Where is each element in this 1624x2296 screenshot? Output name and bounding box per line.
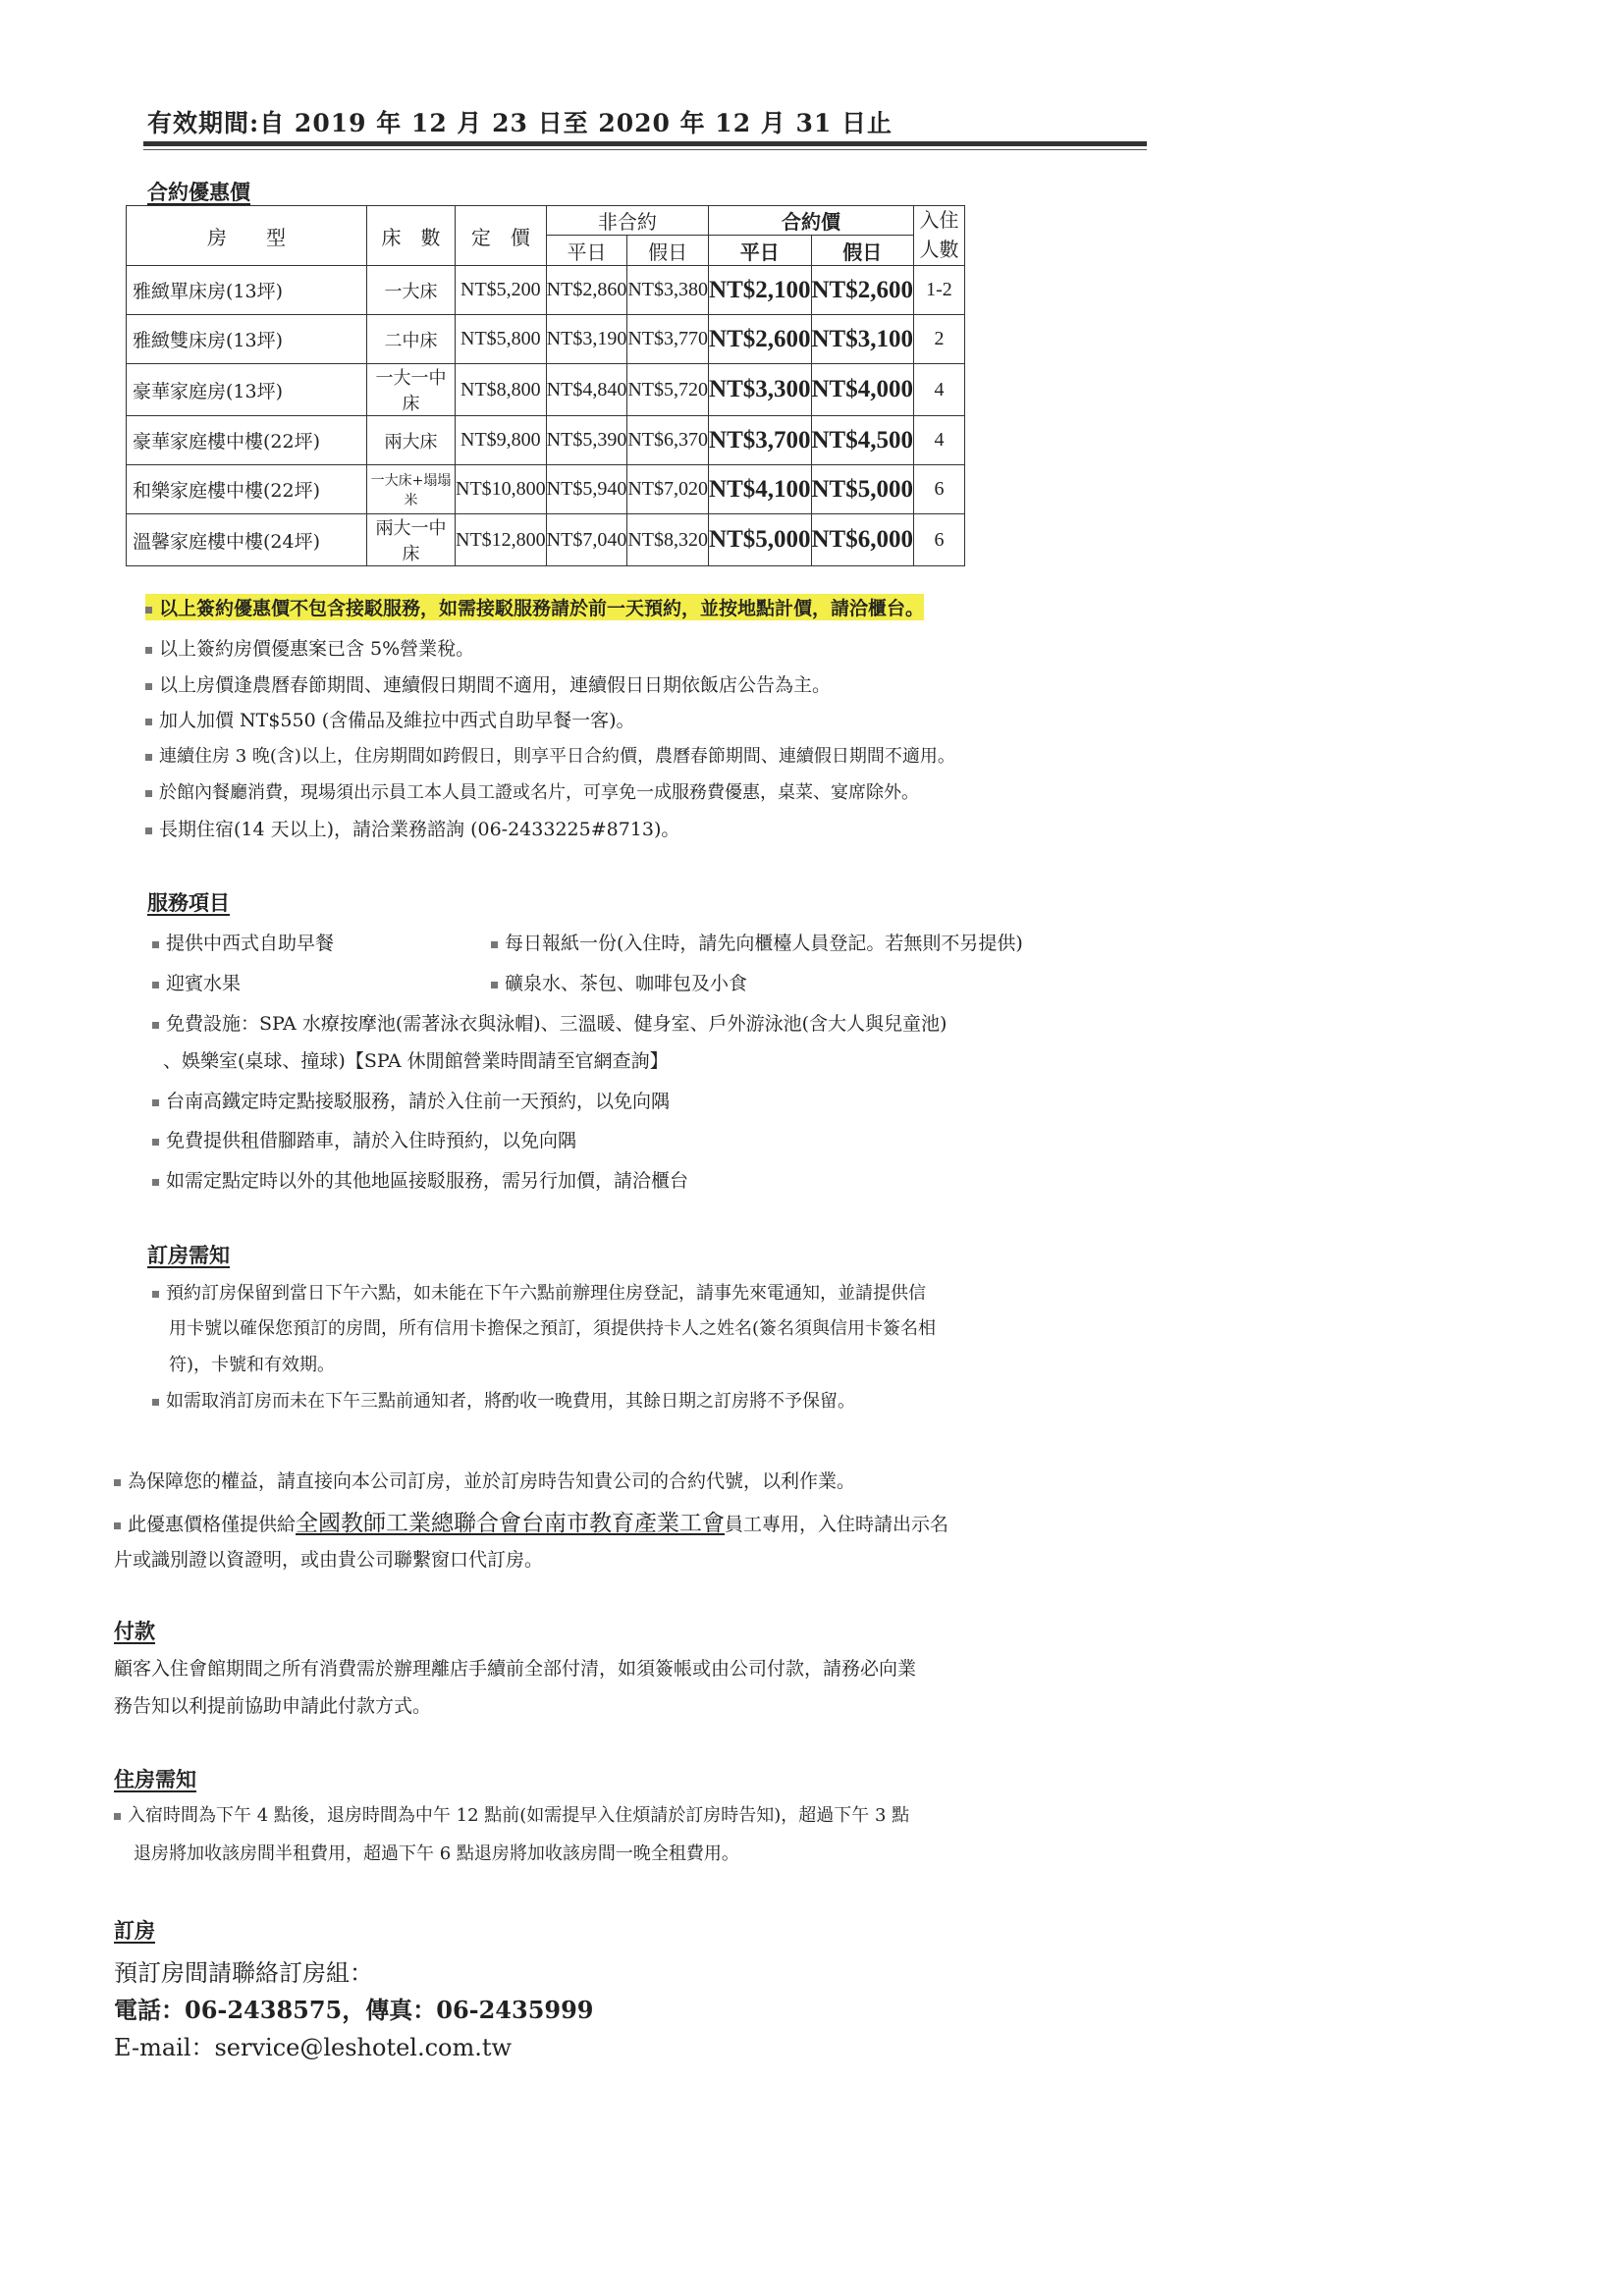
- service-item: 礦泉水、茶包、咖啡包及小食: [491, 969, 747, 995]
- service-item: 免費提供租借腳踏車，請於入住時預約，以免向隅: [152, 1126, 576, 1152]
- note-item: 以上簽約房價優惠案已含 5%營業稅。: [145, 634, 474, 661]
- bullet-icon: [145, 754, 152, 761]
- cell-nc-weekday: NT$5,940: [546, 465, 627, 514]
- stay-item-cont: 退房將加收該房間半租費用，超過下午 6 點退房將加收該房間一晚全租費用。: [134, 1843, 739, 1864]
- header-occupancy: 入住人數: [913, 206, 964, 266]
- cell-room: 和樂家庭樓中樓(22坪): [127, 465, 367, 514]
- booking-item: 如需取消訂房而未在下午三點前通知者，將酌收一晚費用，其餘日期之訂房將不予保留。: [152, 1387, 855, 1413]
- cell-room: 雅緻雙床房(13坪): [127, 315, 367, 364]
- cell-c-weekday: NT$3,300: [709, 364, 811, 416]
- booking-heading: 訂房需知: [147, 1243, 230, 1267]
- table-row: [127, 416, 965, 465]
- cell-nc-holiday: NT$8,320: [627, 514, 709, 566]
- cell-nc-weekday: NT$4,840: [546, 364, 627, 416]
- service-item: 每日報紙一份(入住時，請先向櫃檯人員登記。若無則不另提供): [491, 929, 1023, 955]
- cell-c-holiday: NT$2,600: [811, 266, 913, 315]
- note-item: 連續住房 3 晚(含)以上，住房期間如跨假日，則享平日合約價，農曆春節期間、連續假日期間不適用。: [145, 742, 955, 768]
- table-row: [127, 364, 965, 416]
- reserve-contact-intro: 預訂房間請聯絡訂房組：: [114, 1959, 373, 1987]
- bullet-icon: [152, 941, 159, 948]
- service-item: 提供中西式自助早餐: [152, 929, 334, 955]
- cell-nc-holiday: NT$5,720: [627, 364, 709, 416]
- bullet-icon: [152, 1291, 159, 1298]
- bullet-icon: [491, 941, 498, 948]
- cell-list: NT$9,800: [456, 416, 547, 465]
- cell-c-holiday: NT$4,000: [811, 364, 913, 416]
- header-noncontract: 非合約: [546, 206, 708, 236]
- bullet-icon: [152, 1022, 159, 1029]
- cell-room: 豪華家庭樓中樓(22坪): [127, 416, 367, 465]
- payment-text: 顧客入住會館期間之所有消費需於辦理離店手續前全部付清，如須簽帳或由公司付款，請務必向業: [114, 1658, 917, 1680]
- cell-occupancy: 4: [913, 416, 964, 465]
- bullet-icon: [114, 1522, 121, 1529]
- reserve-email: E-mail：service@leshotel.com.tw: [114, 2034, 513, 2061]
- payment-text-cont: 務告知以利提前協助申請此付款方式。: [114, 1695, 432, 1717]
- service-item: 台南高鐵定時定點接駁服務，請於入住前一天預約，以免向隅: [152, 1087, 670, 1113]
- cell-list: NT$5,200: [456, 266, 547, 315]
- header-room-type: 房 型: [127, 206, 367, 266]
- reserve-heading: 訂房: [114, 1918, 155, 1943]
- stay-heading: 住房需知: [114, 1767, 196, 1791]
- bullet-icon: [114, 1813, 121, 1820]
- bullet-icon: [152, 1139, 159, 1146]
- cell-c-weekday: NT$3,700: [709, 416, 811, 465]
- cell-beds: 一大一中床: [367, 364, 456, 416]
- cell-occupancy: 6: [913, 514, 964, 566]
- bullet-icon: [152, 982, 159, 988]
- cell-c-holiday: NT$3,100: [811, 315, 913, 364]
- cell-list: NT$5,800: [456, 315, 547, 364]
- cell-c-holiday: NT$6,000: [811, 514, 913, 566]
- reserve-phone-fax: 電話：06-2438575，傳真：06-2435999: [114, 1996, 594, 2024]
- cell-nc-weekday: NT$7,040: [546, 514, 627, 566]
- bullet-icon: [152, 1399, 159, 1406]
- header-list-price: 定 價: [456, 206, 547, 266]
- service-item: 迎賓水果: [152, 969, 241, 995]
- rate-table: [126, 205, 965, 566]
- cell-nc-holiday: NT$7,020: [627, 465, 709, 514]
- stay-item: 入宿時間為下午 4 點後，退房時間為中午 12 點前(如需提早入住煩請於訂房時告知)，超過下午 3 點: [114, 1801, 909, 1827]
- booking-item-cont: 用卡號以確保您預訂的房間，所有信用卡擔保之預訂，須提供持卡人之姓名(簽名須與信用卡簽名相: [169, 1318, 937, 1339]
- cell-occupancy: 2: [913, 315, 964, 364]
- cell-occupancy: 6: [913, 465, 964, 514]
- divider-thick: [143, 141, 1147, 146]
- table-title: 合約優惠價: [147, 180, 250, 204]
- cell-room: 溫馨家庭樓中樓(24坪): [127, 514, 367, 566]
- note-item: 長期住宿(14 天以上)，請洽業務諮詢 (06-2433225#8713)。: [145, 815, 679, 841]
- cell-list: NT$12,800: [456, 514, 547, 566]
- rights-item: 為保障您的權益，請直接向本公司訂房，並於訂房時告知貴公司的合約代號，以利作業。: [114, 1467, 855, 1493]
- header-nc-holiday: 假日: [627, 236, 709, 266]
- union-name: 全國教師工業總聯合會台南市教育產業工會: [296, 1511, 726, 1536]
- cell-c-holiday: NT$4,500: [811, 416, 913, 465]
- cell-c-weekday: NT$4,100: [709, 465, 811, 514]
- booking-item-cont: 符)，卡號和有效期。: [169, 1355, 336, 1375]
- cell-room: 豪華家庭房(13坪): [127, 364, 367, 416]
- cell-nc-weekday: NT$3,190: [546, 315, 627, 364]
- cell-nc-weekday: NT$5,390: [546, 416, 627, 465]
- divider-thin: [143, 149, 1147, 150]
- bullet-icon: [145, 607, 152, 614]
- cell-beds: 兩大床: [367, 416, 456, 465]
- table-row: [127, 514, 965, 566]
- table-row: [127, 315, 965, 364]
- table-row: [127, 266, 965, 315]
- cell-nc-holiday: NT$3,770: [627, 315, 709, 364]
- payment-heading: 付款: [114, 1619, 155, 1643]
- cell-room: 雅緻單床房(13坪): [127, 266, 367, 315]
- note-shuttle-highlight: 以上簽約優惠價不包含接駁服務，如需接駁服務請於前一天預約，並按地點計價，請洽櫃台。: [145, 594, 924, 620]
- header-contract: 合約價: [709, 206, 914, 236]
- cell-occupancy: 4: [913, 364, 964, 416]
- note-item: 加人加價 NT$550 (含備品及維拉中西式自助早餐一客)。: [145, 706, 635, 732]
- bullet-icon: [145, 683, 152, 690]
- bullet-icon: [145, 719, 152, 725]
- rights-item: 此優惠價格僅提供給全國教師工業總聯合會台南市教育產業工會員工專用，入住時請出示名: [114, 1505, 948, 1537]
- rights-item-cont: 片或識別證以資證明，或由貴公司聯繫窗口代訂房。: [114, 1549, 544, 1571]
- service-item: 如需定點定時以外的其他地區接駁服務，需另行加價，請洽櫃台: [152, 1166, 688, 1193]
- service-facilities-cont: 、娛樂室(桌球、撞球)【SPA 休閒館營業時間請至官網查詢】: [163, 1050, 669, 1072]
- cell-occupancy: 1-2: [913, 266, 964, 315]
- service-facilities: 免費設施：SPA 水療按摩池(需著泳衣與泳帽)、三溫暖、健身室、戶外游泳池(含大人與兒童池): [152, 1009, 947, 1036]
- bullet-icon: [152, 1179, 159, 1186]
- table-row: [127, 465, 965, 514]
- cell-beds: 一大床+塌塌米: [367, 465, 456, 514]
- cell-beds: 二中床: [367, 315, 456, 364]
- bullet-icon: [491, 982, 498, 988]
- cell-c-holiday: NT$5,000: [811, 465, 913, 514]
- note-item: 於館內餐廳消費，現場須出示員工本人員工證或名片，可享免一成服務費優惠，桌菜、宴席除外。: [145, 778, 919, 804]
- cell-list: NT$10,800: [456, 465, 547, 514]
- bullet-icon: [145, 647, 152, 654]
- booking-item: 預約訂房保留到當日下午六點，如未能在下午六點前辦理住房登記，請事先來電通知，並請提供信: [152, 1279, 926, 1305]
- header-beds: 床 數: [367, 206, 456, 266]
- cell-list: NT$8,800: [456, 364, 547, 416]
- cell-c-weekday: NT$5,000: [709, 514, 811, 566]
- cell-c-weekday: NT$2,600: [709, 315, 811, 364]
- cell-c-weekday: NT$2,100: [709, 266, 811, 315]
- services-heading: 服務項目: [147, 890, 230, 915]
- bullet-icon: [152, 1099, 159, 1106]
- bullet-icon: [145, 828, 152, 834]
- validity-period: 有效期間:自 2019 年 12 月 23 日至 2020 年 12 月 31 日止: [147, 109, 893, 137]
- cell-nc-weekday: NT$2,860: [546, 266, 627, 315]
- bullet-icon: [114, 1479, 121, 1486]
- header-c-weekday: 平日: [709, 236, 811, 266]
- cell-nc-holiday: NT$3,380: [627, 266, 709, 315]
- header-nc-weekday: 平日: [546, 236, 627, 266]
- note-item: 以上房價逢農曆春節期間、連續假日期間不適用，連續假日日期依飯店公告為主。: [145, 670, 831, 697]
- cell-beds: 一大床: [367, 266, 456, 315]
- bullet-icon: [145, 790, 152, 797]
- cell-beds: 兩大一中床: [367, 514, 456, 566]
- cell-nc-holiday: NT$6,370: [627, 416, 709, 465]
- header-c-holiday: 假日: [811, 236, 913, 266]
